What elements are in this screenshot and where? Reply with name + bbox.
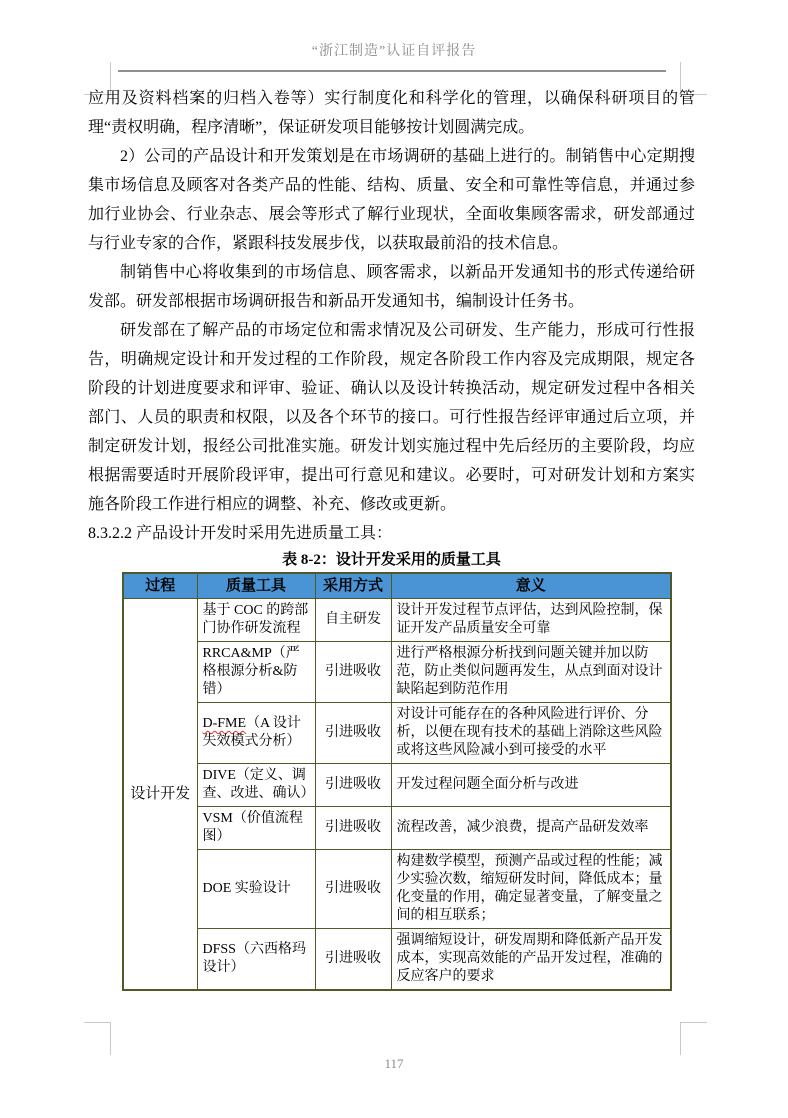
tool-cell: 基于 COC 的跨部门协作研发流程 xyxy=(197,599,315,642)
quality-tools-table xyxy=(122,572,672,991)
table-row xyxy=(123,929,671,991)
paragraph: 应用及资料档案的归档入卷等）实行制度化和科学化的管理，以确保科研项目的管理“责权明确，程序清晰”，保证研发项目能够按计划圆满完成。 xyxy=(88,90,695,136)
process-cell: 设计开发 xyxy=(123,599,197,991)
table-row xyxy=(123,599,671,642)
method-cell: 引进吸收 xyxy=(315,929,391,991)
method-cell: 引进吸收 xyxy=(315,764,391,807)
header-divider xyxy=(118,70,666,72)
table-row xyxy=(123,850,671,929)
method-cell: 引进吸收 xyxy=(315,642,391,703)
column-header-method: 采用方式 xyxy=(315,573,391,599)
meaning-cell: 设计开发过程节点评估，达到风险控制，保证开发产品质量安全可靠 xyxy=(391,599,671,642)
method-cell: 自主研发 xyxy=(315,599,391,642)
method-cell: 引进吸收 xyxy=(315,703,391,764)
misspelled-term: D-FME xyxy=(202,716,247,731)
document-body xyxy=(88,84,695,991)
page-number: 117 xyxy=(384,1056,404,1071)
column-header-meaning: 意义 xyxy=(391,573,671,599)
tool-cell xyxy=(197,703,315,764)
tool-cell: DFSS（六西格玛设计） xyxy=(197,929,315,991)
table-caption: 表 8-2：设计开发采用的质量工具 xyxy=(282,552,501,568)
section-heading: 8.3.2.2 产品设计开发时采用先进质量工具： xyxy=(88,525,393,542)
page-header-title: “浙江制造”认证自评报告 xyxy=(311,44,477,59)
margin-crop-mark-bottom-left xyxy=(84,1022,111,1055)
meaning-cell: 开发过程问题全面分析与改进 xyxy=(391,764,671,807)
meaning-cell: 构建数学模型，预测产品或过程的性能；减少实验次数，缩短研发时间，降低成本；量化变量的作用，确定显著变量，了解变量之间的相互联系； xyxy=(391,850,671,929)
column-header-tool: 质量工具 xyxy=(197,573,315,599)
column-header-process: 过程 xyxy=(123,573,197,599)
tool-cell: DOE 实验设计 xyxy=(197,850,315,929)
table-header-row xyxy=(123,573,671,599)
meaning-cell: 进行严格根源分析找到问题关键并加以防范，防止类似问题再发生，从点到面对设计缺陷起到防范作用 xyxy=(391,642,671,703)
meaning-cell: 对设计可能存在的各种风险进行评价、分析，以便在现有技术的基础上消除这些风险或将这些风险减小到可接受的水平 xyxy=(391,703,671,764)
paragraph: 制销售中心将收集到的市场信息、顾客需求，以新品开发通知书的形式传递给研发部。研发部根据市场调研报告和新品开发通知书，编制设计任务书。 xyxy=(88,264,695,310)
tool-cell: DIVE（定义、调查、改进、确认） xyxy=(197,764,315,807)
table-row xyxy=(123,703,671,764)
table-row xyxy=(123,642,671,703)
tool-cell: RRCA&MP（严格根源分析&防错） xyxy=(197,642,315,703)
paragraph: 研发部在了解产品的市场定位和需求情况及公司研发、生产能力，形成可行性报告，明确规定设计和开发过程的工作阶段，规定各阶段工作内容及完成期限，规定各阶段的计划进度要求和评审、验证、确认以及设计转换活动，规定研发过程中各相关部门、人员的职责和权限，以及各个环节的接口。可行性报告经评审通过后立项，并制定研发计划，报经公司批准实施。研发计划实施过程中先后经历的主要阶段，均应根据需要适时开展阶段评审，提出可行意见和建议。必要时，可对研发计划和方案实施各阶段工作进行相应的调整、补充、修改或更新。 xyxy=(88,322,695,513)
method-cell: 引进吸收 xyxy=(315,807,391,850)
table-row xyxy=(123,807,671,850)
tool-cell: VSM（价值流程图） xyxy=(197,807,315,850)
margin-crop-mark-bottom-right xyxy=(680,1022,707,1055)
meaning-cell: 强调缩短设计，研发周期和降低新产品开发成本，实现高效能的产品开发过程，准确的反应客户的要求 xyxy=(391,929,671,991)
meaning-cell: 流程改善，减少浪费，提高产品研发效率 xyxy=(391,807,671,850)
method-cell: 引进吸收 xyxy=(315,850,391,929)
table-row xyxy=(123,764,671,807)
tool-label-rest: （A 设计失效模式分析） xyxy=(202,716,301,749)
paragraph: 2）公司的产品设计和开发策划是在市场调研的基础上进行的。制销售中心定期搜集市场信息及顾客对各类产品的性能、结构、质量、安全和可靠性等信息，并通过参加行业协会、行业杂志、展会等形式了解行业现状，全面收集顾客需求，研发部通过与行业专家的合作，紧跟科技发展步伐，以获取最前沿的技术信息。 xyxy=(88,148,695,252)
